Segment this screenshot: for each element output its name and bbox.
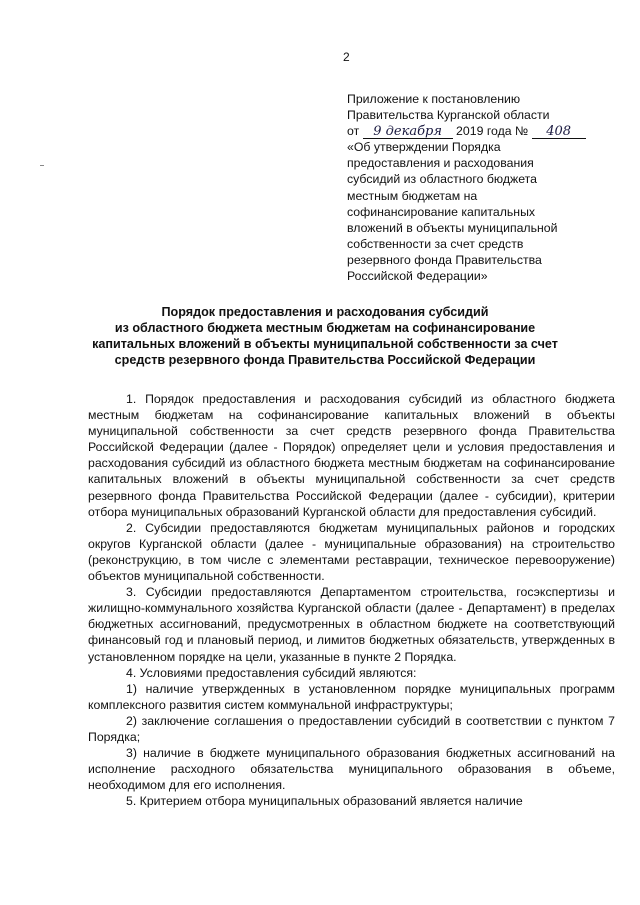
handwritten-date: 9 декабря: [363, 125, 453, 139]
paragraph-1: 1. Порядок предоставления и расходования субсидий из областного бюджета местным бюджетам на софинансирование капитальных вложений в объекты муниципальной собственности за счет средств резервного фонда Правительства Российской Федерации (далее - Порядок) определяет цели и условия предоставления и расходования субсидий из областного бюджета местным бюджетам на софинансирование капитальных вложений в объекты муниципальной собственности за счет средств резервного фонда Правительства Российской Федерации (далее - субсидии), критерии отбора муниципальных образований Курганской области для предоставления субсидий.: [88, 392, 615, 519]
handwritten-number: 408: [532, 125, 586, 139]
date-prefix: от: [347, 124, 360, 139]
appendix-ref-line: софинансирование капитальных: [347, 204, 536, 219]
paragraph-4-1: 1) наличие утвержденных в установленном порядке муниципальных программ комплексного развития систем коммунальной инфраструктуры;: [88, 681, 615, 712]
appendix-ref-line: «Об утверждении Порядка: [347, 140, 501, 155]
appendix-ref-line: субсидий из областного бюджета: [347, 172, 537, 187]
appendix-line: Приложение к постановлению: [347, 92, 521, 106]
appendix-ref-line: местным бюджетам на: [347, 188, 478, 203]
paragraph-4-3: 3) наличие в бюджете муниципального образования бюджетных ассигнований на исполнение расходного обязательства муниципального образования в объеме, необходимом для его исполнения.: [88, 746, 615, 793]
appendix-ref-line: Российской Федерации»: [347, 269, 488, 284]
title-line: Порядок предоставления и расходования субсидий: [161, 305, 489, 319]
appendix-ref-line: собственности за счет средств: [347, 236, 524, 251]
page-number: 2: [343, 50, 350, 64]
margin-mark: [40, 165, 44, 166]
date-year: 2019 года №: [456, 124, 529, 139]
paragraph-4-2: 2) заключение соглашения о предоставлении субсидий в соответствии с пунктом 7 Порядка;: [88, 713, 615, 744]
title-line: средств резервного фонда Правительства Российской Федерации: [114, 353, 536, 367]
appendix-date-line: [347, 123, 627, 139]
paragraph-5: 5. Критерием отбора муниципальных образований является наличие: [126, 794, 523, 809]
title-line: капитальных вложений в объекты муниципальной собственности за счет: [92, 337, 558, 351]
paragraph-4: 4. Условиями предоставления субсидий являются:: [126, 665, 417, 680]
appendix-ref-line: вложений в объекты муниципальной: [347, 220, 558, 235]
paragraph-3: 3. Субсидии предоставляются Департаментом строительства, госэкспертизы и жилищно-коммунального хозяйства Курганской области (далее - Департамент) в пределах бюджетных ассигнований, предусмотренных в областном бюджете на соответствующий финансовый год и плановый период, и лимитов бюджетных обязательств, утвержденных в установленном порядке на цели, указанные в пункте 2 Порядка.: [88, 585, 615, 664]
appendix-line: Правительства Курганской области: [347, 108, 550, 123]
appendix-ref-line: резервного фонда Правительства: [347, 252, 542, 267]
appendix-ref-line: предоставления и расходования: [347, 156, 534, 171]
document-title: [80, 304, 570, 368]
appendix-header: [347, 91, 627, 284]
document-body: [88, 391, 615, 809]
paragraph-2: 2. Субсидии предоставляются бюджетам муниципальных районов и городских округов Курганской области (далее - муниципальные образования) на строительство (реконструкцию, в том числе с элементами реставрации, техническое перевооружение) объектов муниципальной собственности.: [88, 520, 615, 584]
title-line: из областного бюджета местным бюджетам на софинансирование: [114, 321, 536, 335]
